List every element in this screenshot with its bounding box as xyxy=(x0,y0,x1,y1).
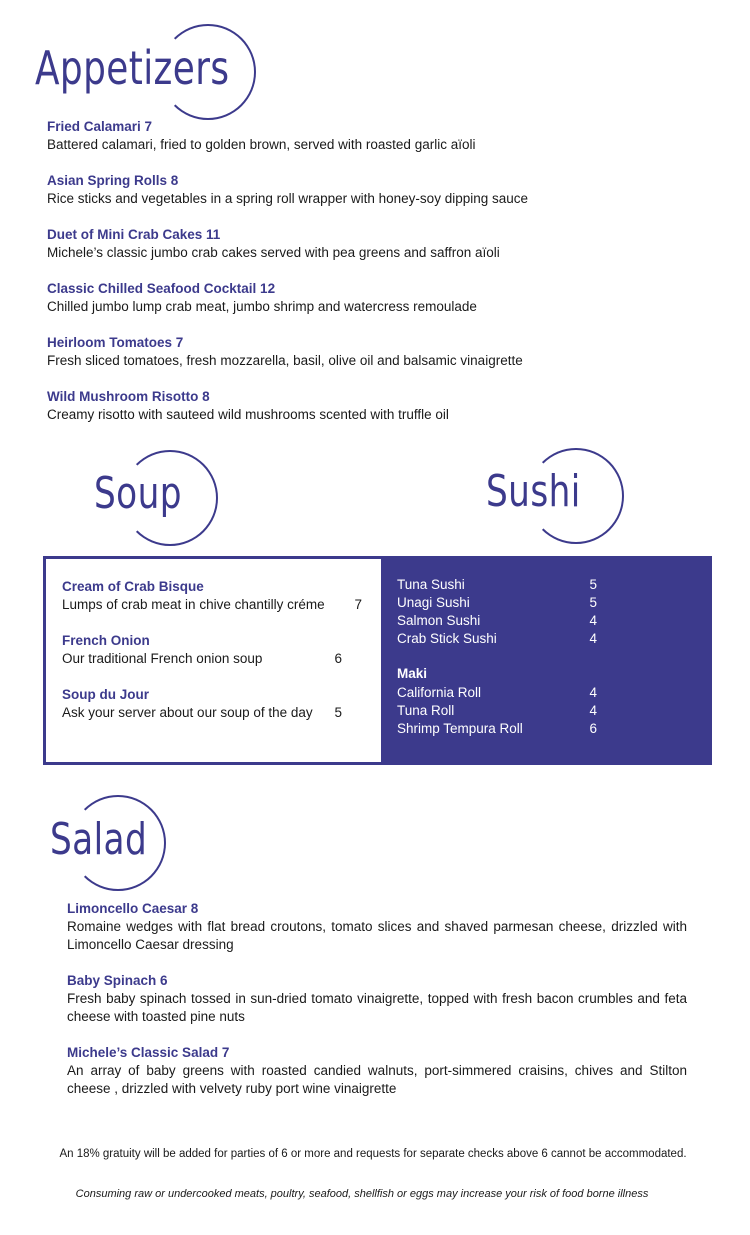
sushi-panel xyxy=(381,556,712,765)
list-item xyxy=(397,594,597,612)
appetizers-title: Appetizers xyxy=(35,41,230,95)
item-name: Heirloom Tomatoes 7 xyxy=(47,335,184,350)
list-item xyxy=(47,388,727,442)
list-item xyxy=(397,630,597,648)
item-name: Unagi Sushi xyxy=(397,595,470,610)
item-name: Fried Calamari 7 xyxy=(47,119,153,134)
list-item xyxy=(62,632,362,668)
soup-panel xyxy=(43,556,381,765)
item-name: Salmon Sushi xyxy=(397,613,481,628)
list-item xyxy=(47,118,727,172)
item-name: Shrimp Tempura Roll xyxy=(397,721,523,736)
item-price: 5 xyxy=(334,705,342,720)
item-name: Baby Spinach 6 xyxy=(67,973,168,988)
list-item xyxy=(47,280,727,334)
item-price: 4 xyxy=(589,703,597,718)
item-row xyxy=(62,650,362,668)
list-item xyxy=(397,720,597,738)
list-item xyxy=(67,900,687,972)
item-name: Limoncello Caesar 8 xyxy=(67,901,199,916)
item-price: 4 xyxy=(589,613,597,628)
item-name: Duet of Mini Crab Cakes 11 xyxy=(47,227,221,242)
item-name: French Onion xyxy=(62,633,150,648)
list-item xyxy=(67,1044,687,1098)
appetizers-list xyxy=(47,118,727,442)
item-price: 5 xyxy=(589,595,597,610)
item-description: Ask your server about our soup of the day xyxy=(62,705,313,720)
item-price: 6 xyxy=(589,721,597,736)
item-price: 5 xyxy=(589,577,597,592)
sushi-title: Sushi xyxy=(486,466,581,517)
item-description: Michele’s classic jumbo crab cakes served with pea greens and saffron aïoli xyxy=(47,245,500,260)
item-name: Crab Stick Sushi xyxy=(397,631,497,646)
item-name: Tuna Roll xyxy=(397,703,455,718)
item-description: Romaine wedges with flat bread croutons, tomato slices and shaved parmesan cheese, drizzled with Limoncello Caesar dressing xyxy=(67,919,687,952)
item-description: Battered calamari, fried to golden brown, served with roasted garlic aïoli xyxy=(47,137,476,152)
item-description: An array of baby greens with roasted candied walnuts, port-simmered craisins, chives and Stilton cheese , drizzled with velvety ruby port wine vinaigrette xyxy=(67,1063,687,1096)
item-name: Classic Chilled Seafood Cocktail 12 xyxy=(47,281,276,296)
item-description: Chilled jumbo lump crab meat, jumbo shrimp and watercress remoulade xyxy=(47,299,477,314)
item-name: Asian Spring Rolls 8 xyxy=(47,173,179,188)
item-description: Creamy risotto with sauteed wild mushrooms scented with truffle oil xyxy=(47,407,449,422)
list-item xyxy=(67,972,687,1044)
item-name: Soup du Jour xyxy=(62,687,149,702)
item-name: Michele’s Classic Salad 7 xyxy=(67,1045,230,1060)
item-row xyxy=(62,704,362,722)
list-item xyxy=(62,686,362,722)
item-price: 4 xyxy=(589,631,597,646)
item-description: Lumps of crab meat in chive chantilly créme xyxy=(62,597,325,612)
item-description: Fresh sliced tomatoes, fresh mozzarella, basil, olive oil and balsamic vinaigrette xyxy=(47,353,523,368)
item-row xyxy=(62,596,362,614)
maki-heading: Maki xyxy=(397,666,428,681)
gratuity-notice: An 18% gratuity will be added for parties of 6 or more and requests for separate checks above 6 cannot be accommodated. xyxy=(59,1148,687,1160)
food-safety-disclaimer: Consuming raw or undercooked meats, poultry, seafood, shellfish or eggs may increase your risk of food borne illness xyxy=(75,1188,649,1200)
salad-list xyxy=(67,900,687,1098)
item-description: Our traditional French onion soup xyxy=(62,651,263,666)
soup-title: Soup xyxy=(94,468,182,519)
list-item xyxy=(47,226,727,280)
list-item xyxy=(47,172,727,226)
list-item xyxy=(397,612,597,630)
list-item xyxy=(397,702,597,720)
item-name: Wild Mushroom Risotto 8 xyxy=(47,389,210,404)
list-item xyxy=(397,684,597,702)
list-item xyxy=(397,576,597,594)
list-item xyxy=(62,578,362,614)
salad-title: Salad xyxy=(50,814,148,865)
item-name: Cream of Crab Bisque xyxy=(62,579,204,594)
list-item xyxy=(47,334,727,388)
item-description: Rice sticks and vegetables in a spring roll wrapper with honey-soy dipping sauce xyxy=(47,191,529,206)
item-description: Fresh baby spinach tossed in sun-dried tomato vinaigrette, topped with fresh bacon crumbles and feta cheese with toasted pine nuts xyxy=(67,991,687,1024)
item-name: California Roll xyxy=(397,685,482,700)
item-price: 7 xyxy=(354,597,362,612)
item-price: 4 xyxy=(589,685,597,700)
item-name: Tuna Sushi xyxy=(397,577,465,592)
item-price: 6 xyxy=(334,651,342,666)
